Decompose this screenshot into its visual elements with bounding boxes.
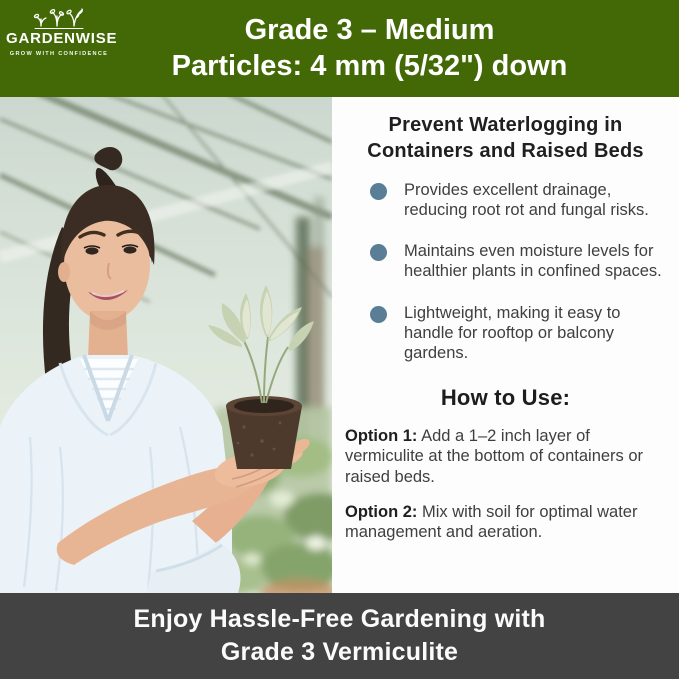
footer-line1: Enjoy Hassle-Free Gardening with bbox=[133, 604, 546, 633]
section-heading-line2: Containers and Raised Beds bbox=[367, 140, 644, 163]
header-title-line1: Grade 3 – Medium bbox=[244, 13, 495, 46]
benefits-list bbox=[342, 181, 669, 364]
list-item bbox=[370, 304, 669, 363]
list-item bbox=[370, 181, 669, 221]
option-2 bbox=[345, 502, 667, 542]
bullet-icon bbox=[370, 244, 387, 261]
photo-woman-greenhouse bbox=[0, 97, 332, 593]
list-item bbox=[370, 242, 669, 282]
plant-pot bbox=[226, 396, 302, 469]
header-title-line2: Particles: 4 mm (5/32") down bbox=[171, 50, 568, 82]
content-area bbox=[0, 97, 679, 593]
option-1 bbox=[345, 426, 667, 486]
section-heading bbox=[342, 112, 669, 165]
brand-tagline: GROW WITH CONFIDENCE bbox=[9, 50, 109, 57]
bullet-text: Lightweight, making it easy to handle for rooftop or balcony gardens. bbox=[404, 303, 621, 362]
bullet-icon bbox=[370, 183, 387, 200]
option-1-text: Add a 1–2 inch layer of vermiculite at the bottom of containers or raised beds. bbox=[345, 427, 644, 486]
footer-line2: Grade 3 Vermiculite bbox=[220, 638, 459, 666]
section-heading-line1: Prevent Waterlogging in bbox=[388, 114, 623, 136]
brand-name: GARDENWISE bbox=[6, 30, 118, 47]
bullet-text: Provides excellent drainage, reducing root rot and fungal risks. bbox=[404, 180, 649, 219]
bullet-icon bbox=[370, 306, 387, 323]
benefits-panel bbox=[332, 97, 679, 593]
header-banner bbox=[0, 0, 679, 97]
option-2-text: Mix with soil for optimal water management and aeration. bbox=[345, 502, 638, 541]
footer-banner bbox=[0, 593, 679, 679]
option-1-label: Option 1: bbox=[345, 427, 418, 446]
how-to-use-heading: How to Use: bbox=[440, 385, 571, 411]
option-2-label: Option 2: bbox=[345, 502, 418, 521]
header-title bbox=[60, 0, 679, 97]
bullet-text: Maintains even moisture levels for healthier plants in confined spaces. bbox=[404, 242, 662, 281]
